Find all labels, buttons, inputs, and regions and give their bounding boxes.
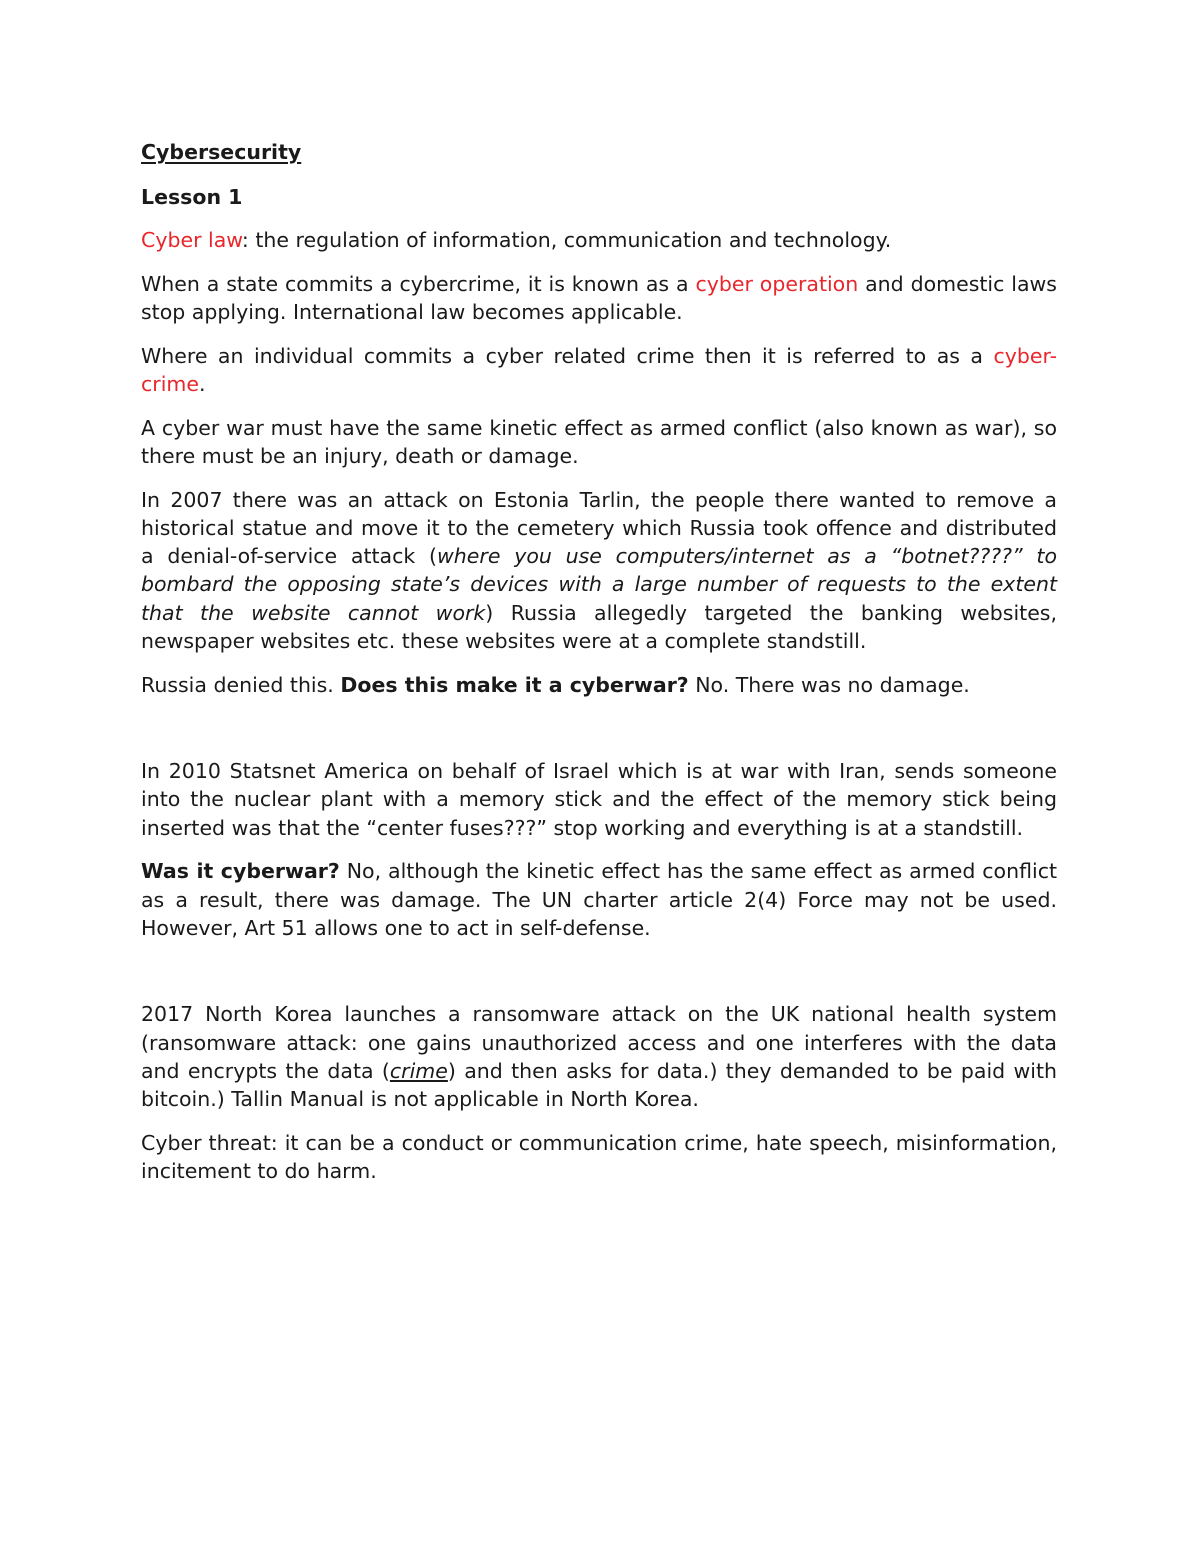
paragraph-was-it-cyberwar <box>141 857 1057 942</box>
text: and domestic laws stop applying. International law becomes applicable. <box>141 272 1057 325</box>
text: When a state commits a cybercrime, it is known as a <box>141 272 696 297</box>
paragraph-2010-attack: In 2010 Statsnet America on behalf of Israel which is at war with Iran, sends someone into the nuclear plant with a memory stick and the effect of the memory stick being inserted was that the “center fuses???” stop working and everything is at a standstill. <box>141 759 1057 840</box>
text: : the regulation of information, communication and technology. <box>241 228 892 253</box>
paragraph-russia-denied <box>141 671 1057 699</box>
paragraph-cyber-law <box>141 226 1057 254</box>
paragraph-cyber-war: A cyber war must have the same kinetic effect as armed conflict (also known as war), so there must be an injury, death or damage. <box>141 415 1057 469</box>
text: No. There was no damage. <box>688 672 970 697</box>
text: . <box>198 372 206 397</box>
bold-question: Was it cyberwar? <box>141 859 340 884</box>
blank-line <box>141 957 1057 1000</box>
paragraph-2017-ransomware <box>141 1000 1057 1113</box>
page-title: Cybersecurity <box>141 140 302 164</box>
text: In 2007 there was an attack on Estonia Tarlin, the people there wanted to remove a historical statue and move it to the cemetery which Russia took offence and distributed a denial-of-service attack ( <box>141 487 1057 569</box>
italic-definition: where you use computers/internet as a “botnet????” to bombard the opposing state’s devices with a large number of requests to the extent that the website cannot work <box>141 544 1057 625</box>
lesson-heading: Lesson 1 <box>141 185 243 210</box>
text: No, although the kinetic effect has the same effect as armed conflict as a result, there was damage. The UN charter article 2(4) Force may not be used. However, Art 51 allows one to act in self-defense. <box>141 859 1057 940</box>
bold-question: Does this make it a cyberwar? <box>340 672 689 697</box>
paragraph-cyber-crime <box>141 342 1057 398</box>
text: ) Russia allegedly targeted the banking websites, newspaper websites etc. these websites were at a complete standstill. <box>141 600 1057 653</box>
paragraph-cyber-threat: Cyber threat: it can be a conduct or communication crime, hate speech, misinformation, incitement to do harm. <box>141 1130 1057 1183</box>
paragraph-cyber-operation <box>141 270 1057 326</box>
text: ) and then asks for data.) they demanded to be paid with bitcoin.) Tallin Manual is not applicable in North Korea. <box>141 1058 1057 1112</box>
text: Where an individual commits a cyber related crime then it is referred to as a <box>141 344 994 369</box>
italic-underline-crime: crime <box>389 1058 448 1083</box>
document-page <box>141 138 1057 1201</box>
term-cyber-law: Cyber law <box>141 228 242 253</box>
text: 2017 North Korea launches a ransomware attack on the UK national health system (ransomware attack: one gains unauthorized access and one interferes with the data and encrypts the data ( <box>141 1002 1057 1083</box>
blank-line <box>141 714 1057 757</box>
term-cyber-crime: cyber-crime <box>141 344 1057 397</box>
term-cyber-operation: cyber operation <box>695 272 859 297</box>
paragraph-estonia-attack <box>141 486 1057 655</box>
text: Russia denied this. <box>141 672 341 697</box>
